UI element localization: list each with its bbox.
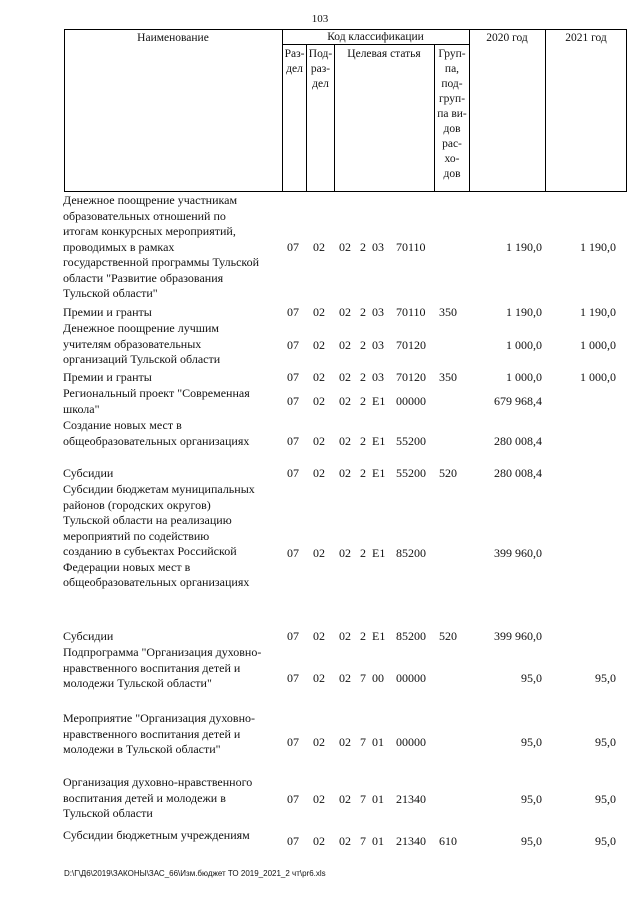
cell-cs1: 02: [339, 792, 351, 806]
cell-cs4: 70110: [396, 305, 426, 319]
cell-vr: 350: [439, 305, 457, 319]
cell-cs3: 01: [372, 834, 384, 848]
cell-cs2: 2: [360, 338, 366, 352]
cell-vr: 350: [439, 370, 457, 384]
cell-razdel: 07: [287, 338, 299, 352]
header-razdel: Раз- дел: [284, 48, 305, 75]
cell-razdel: 07: [287, 394, 299, 408]
cell-podrazdel: 02: [313, 305, 325, 319]
cell-cs1: 02: [339, 466, 351, 480]
cell-podrazdel: 02: [313, 466, 325, 480]
cell-cs4: 55200: [396, 466, 426, 480]
cell-2021: 1 000,0: [580, 370, 616, 384]
cell-cs3: 03: [372, 240, 384, 254]
cell-cs3: 03: [372, 338, 384, 352]
cell-cs1: 02: [339, 629, 351, 643]
cell-cs4: 70120: [396, 338, 426, 352]
cell-podrazdel: 02: [313, 671, 325, 685]
cell-podrazdel: 02: [313, 735, 325, 749]
cell-cs4: 70110: [396, 240, 426, 254]
cell-podrazdel: 02: [313, 434, 325, 448]
cell-cs1: 02: [339, 671, 351, 685]
header-divider: [469, 29, 470, 192]
cell-cs3: E1: [372, 466, 386, 480]
cell-podrazdel: 02: [313, 240, 325, 254]
header-celevaya: Целевая статья: [347, 48, 421, 60]
row-name: Денежное поощрение участникам образовательных отношений по итогам конкурсных мероприятий, проводимых в рамках государственной программы Тульской области "Развитие образования Тульской области": [63, 193, 260, 300]
cell-2020: 1 000,0: [506, 338, 542, 352]
cell-razdel: 07: [287, 629, 299, 643]
cell-cs4: 21340: [396, 792, 426, 806]
cell-razdel: 07: [287, 466, 299, 480]
row-name: Организация духовно-нравственного воспитания детей и молодежи в Тульской области: [63, 775, 253, 820]
row-name: Премии и гранты: [63, 305, 152, 319]
cell-2021: 95,0: [595, 792, 616, 806]
cell-2021: 1 000,0: [580, 338, 616, 352]
cell-podrazdel: 02: [313, 792, 325, 806]
row-name: Субсидии: [63, 629, 114, 643]
cell-cs3: 01: [372, 792, 384, 806]
header-year-2021: 2021 год: [565, 32, 607, 44]
cell-podrazdel: 02: [313, 338, 325, 352]
cell-cs2: 2: [360, 305, 366, 319]
cell-cs2: 2: [360, 546, 366, 560]
cell-razdel: 07: [287, 834, 299, 848]
cell-cs1: 02: [339, 305, 351, 319]
header-year-2020: 2020 год: [486, 32, 528, 44]
cell-cs1: 02: [339, 240, 351, 254]
cell-cs4: 85200: [396, 546, 426, 560]
cell-cs2: 7: [360, 792, 366, 806]
row-name: Мероприятие "Организация духовно- нравственного воспитания детей и молодежи в Тульской области": [63, 711, 256, 756]
cell-cs4: 00000: [396, 671, 426, 685]
cell-podrazdel: 02: [313, 834, 325, 848]
cell-cs4: 21340: [396, 834, 426, 848]
cell-2021: 95,0: [595, 735, 616, 749]
cell-2020: 280 008,4: [494, 434, 542, 448]
cell-2020: 95,0: [521, 792, 542, 806]
cell-razdel: 07: [287, 434, 299, 448]
row-name: Субсидии бюджетам муниципальных районов (городских округов) Тульской области на реализацию мероприятий по содействию созданию в субъектах Российской Федерации новых мест в общеобразовательных организациях: [63, 482, 255, 589]
cell-cs1: 02: [339, 394, 351, 408]
row-name: Субсидии бюджетным учреждениям: [63, 828, 250, 842]
cell-vr: 520: [439, 466, 457, 480]
cell-razdel: 07: [287, 370, 299, 384]
header-name: Наименование: [137, 32, 209, 44]
row-name: Региональный проект "Современная школа": [63, 386, 250, 416]
cell-cs3: 01: [372, 735, 384, 749]
header-divider: [334, 44, 335, 192]
cell-cs3: E1: [372, 546, 386, 560]
cell-cs4: 85200: [396, 629, 426, 643]
cell-cs2: 2: [360, 370, 366, 384]
cell-cs3: E1: [372, 434, 386, 448]
cell-cs2: 7: [360, 671, 366, 685]
cell-razdel: 07: [287, 546, 299, 560]
cell-2021: 95,0: [595, 671, 616, 685]
header-code: Код классификации: [327, 31, 424, 43]
cell-cs1: 02: [339, 735, 351, 749]
cell-cs2: 7: [360, 834, 366, 848]
cell-cs3: 03: [372, 370, 384, 384]
cell-cs2: 2: [360, 434, 366, 448]
cell-razdel: 07: [287, 735, 299, 749]
cell-2020: 1 190,0: [506, 240, 542, 254]
cell-vr: 610: [439, 834, 457, 848]
cell-2021: 1 190,0: [580, 240, 616, 254]
header-podrazdel: Под- раз- дел: [308, 48, 333, 90]
cell-cs1: 02: [339, 434, 351, 448]
cell-cs1: 02: [339, 338, 351, 352]
cell-razdel: 07: [287, 671, 299, 685]
cell-2020: 399 960,0: [494, 546, 542, 560]
cell-cs3: 03: [372, 305, 384, 319]
file-path-footer: D:\Г\Д6\2019\ЗАКОНЫ\ЗАС_66\Изм.бюджет ТО 2019_2021_2 чт\pr6.xls: [64, 869, 326, 878]
cell-cs3: E1: [372, 394, 386, 408]
cell-cs4: 55200: [396, 434, 426, 448]
cell-razdel: 07: [287, 240, 299, 254]
cell-2020: 95,0: [521, 671, 542, 685]
cell-cs1: 02: [339, 834, 351, 848]
cell-razdel: 07: [287, 305, 299, 319]
header-divider: [545, 29, 546, 192]
page-number: 103: [311, 13, 329, 25]
row-name: Денежное поощрение лучшим учителям образовательных организаций Тульской области: [63, 321, 221, 366]
cell-2021: 1 190,0: [580, 305, 616, 319]
row-name: Субсидии: [63, 466, 114, 480]
row-name: Создание новых мест в общеобразовательных организациях: [63, 418, 250, 448]
cell-cs1: 02: [339, 370, 351, 384]
cell-podrazdel: 02: [313, 370, 325, 384]
cell-cs2: 2: [360, 240, 366, 254]
cell-2020: 1 190,0: [506, 305, 542, 319]
cell-cs2: 7: [360, 735, 366, 749]
row-name: Премии и гранты: [63, 370, 152, 384]
cell-cs2: 2: [360, 466, 366, 480]
cell-cs4: 00000: [396, 394, 426, 408]
cell-2020: 679 968,4: [494, 394, 542, 408]
cell-2020: 399 960,0: [494, 629, 542, 643]
cell-razdel: 07: [287, 792, 299, 806]
header-gruppa: Груп- па, под- груп- па ви- дов рас- хо- дов: [437, 48, 467, 180]
cell-2020: 280 008,4: [494, 466, 542, 480]
cell-cs3: 00: [372, 671, 384, 685]
cell-2021: 95,0: [595, 834, 616, 848]
cell-cs2: 2: [360, 394, 366, 408]
row-name: Подпрограмма "Организация духовно- нравственного воспитания детей и молодежи Тульской области": [63, 645, 262, 690]
cell-podrazdel: 02: [313, 629, 325, 643]
cell-podrazdel: 02: [313, 546, 325, 560]
cell-podrazdel: 02: [313, 394, 325, 408]
cell-vr: 520: [439, 629, 457, 643]
cell-2020: 95,0: [521, 834, 542, 848]
cell-cs3: E1: [372, 629, 386, 643]
cell-2020: 1 000,0: [506, 370, 542, 384]
cell-cs2: 2: [360, 629, 366, 643]
cell-cs4: 70120: [396, 370, 426, 384]
cell-2020: 95,0: [521, 735, 542, 749]
cell-cs1: 02: [339, 546, 351, 560]
cell-cs4: 00000: [396, 735, 426, 749]
